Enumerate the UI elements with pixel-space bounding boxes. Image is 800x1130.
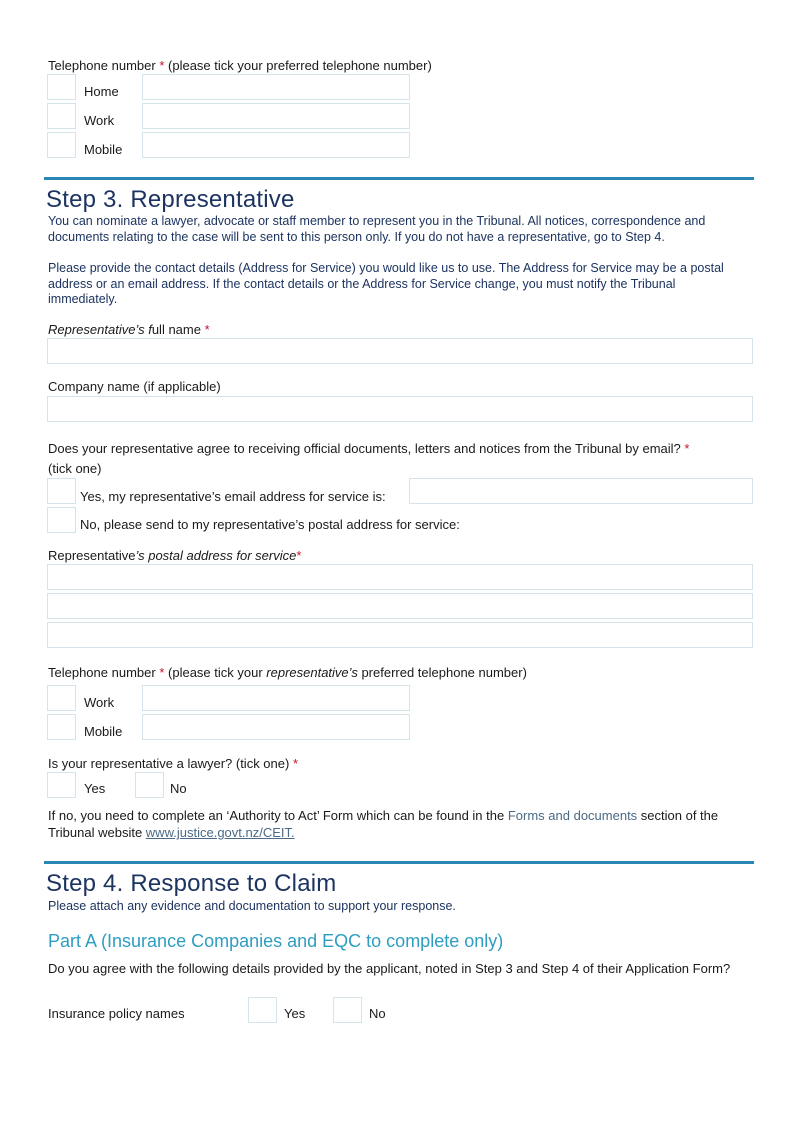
email-consent-hint: (tick one) — [48, 461, 102, 476]
rep-work-phone-input[interactable] — [142, 685, 410, 711]
required-mark: * — [296, 548, 302, 563]
mobile-phone-checkbox[interactable] — [47, 132, 76, 158]
home-phone-label: Home — [84, 84, 119, 99]
tribunal-website-link[interactable]: www.justice.govt.nz/CEIT. — [145, 825, 295, 840]
postal-address-line-2[interactable] — [47, 593, 753, 619]
rep-work-phone-checkbox[interactable] — [47, 685, 76, 711]
required-mark: * — [204, 322, 210, 337]
step3-title: Step 3. Representative — [46, 186, 295, 213]
step3-intro-1: You can nominate a lawyer, advocate or staff member to represent you in the Tribunal. All notices, correspondence and documents relating to the case will be sent to this person only. If you do not have a representative, go to Step 4. — [48, 214, 706, 244]
work-phone-label: Work — [84, 113, 115, 128]
work-phone-input[interactable] — [142, 103, 410, 129]
policy-names-yes-label: Yes — [284, 1006, 306, 1021]
required-mark: * — [684, 441, 690, 456]
part-a-title: Part A (Insurance Companies and EQC to complete only) — [48, 931, 504, 951]
email-consent-question: Does your representative agree to receiving official documents, letters and notices from the Tribunal by email? * — [48, 441, 690, 456]
rep-mobile-phone-label: Mobile — [84, 724, 123, 739]
required-mark: * — [292, 756, 299, 771]
rep-phone-label: Telephone number * (please tick your representative’s preferred telephone number) — [48, 665, 527, 680]
is-lawyer-yes-checkbox[interactable] — [47, 772, 76, 798]
authority-to-act-note: If no, you need to complete an ‘Authority to Act’ Form which can be found in the Forms and documents section of the Tribunal website www.justice.govt.nz/CEIT. — [48, 808, 719, 840]
policy-names-yes-checkbox[interactable] — [248, 997, 277, 1023]
is-lawyer-no-checkbox[interactable] — [135, 772, 164, 798]
rep-email-input[interactable] — [409, 478, 753, 504]
mobile-phone-input[interactable] — [142, 132, 410, 158]
postal-address-line-3[interactable] — [47, 622, 753, 648]
applicant-phone-label: Telephone number * (please tick your preferred telephone number) — [48, 58, 432, 73]
is-lawyer-yes-label: Yes — [84, 781, 106, 796]
rep-full-name-input[interactable] — [47, 338, 753, 364]
is-lawyer-no-label: No — [170, 781, 187, 796]
mobile-phone-label: Mobile — [84, 142, 123, 157]
policy-names-label: Insurance policy names — [48, 1006, 185, 1021]
rep-full-name-label: Representative’s full name * — [48, 322, 210, 337]
work-phone-checkbox[interactable] — [47, 103, 76, 129]
part-a-question: Do you agree with the following details provided by the applicant, noted in Step 3 and Step 4 of their Application Form? — [48, 961, 731, 976]
email-consent-yes-checkbox[interactable] — [47, 478, 76, 504]
step4-intro: Please attach any evidence and documentation to support your response. — [48, 899, 456, 913]
postal-address-label: Representative’s postal address for service* — [48, 548, 302, 563]
company-name-input[interactable] — [47, 396, 753, 422]
postal-address-line-1[interactable] — [47, 564, 753, 590]
rep-mobile-phone-checkbox[interactable] — [47, 714, 76, 740]
home-phone-checkbox[interactable] — [47, 74, 76, 100]
rep-work-phone-label: Work — [84, 695, 115, 710]
policy-names-no-label: No — [369, 1006, 386, 1021]
email-consent-no-label: No, please send to my representative’s postal address for service: — [80, 517, 460, 532]
forms-and-documents-link[interactable]: Forms and documents — [507, 808, 638, 823]
email-consent-no-checkbox[interactable] — [47, 507, 76, 533]
company-name-label: Company name (if applicable) — [48, 379, 221, 394]
policy-names-no-checkbox[interactable] — [333, 997, 362, 1023]
required-mark: * — [159, 665, 165, 680]
rep-mobile-phone-input[interactable] — [142, 714, 410, 740]
is-lawyer-question: Is your representative a lawyer? (tick one) * — [48, 756, 299, 771]
section-divider — [44, 861, 754, 864]
required-mark: * — [159, 58, 165, 73]
step4-title: Step 4. Response to Claim — [46, 870, 337, 897]
section-divider — [44, 177, 754, 180]
home-phone-input[interactable] — [142, 74, 410, 100]
email-consent-yes-label: Yes, my representative’s email address for service is: — [80, 489, 386, 504]
step3-intro-2: Please provide the contact details (Address for Service) you would like us to use. The Address for Service may be a postal address or an email address. If the contact details or the Address for Service change, you must notify the Tribunal immediately. — [48, 261, 724, 306]
